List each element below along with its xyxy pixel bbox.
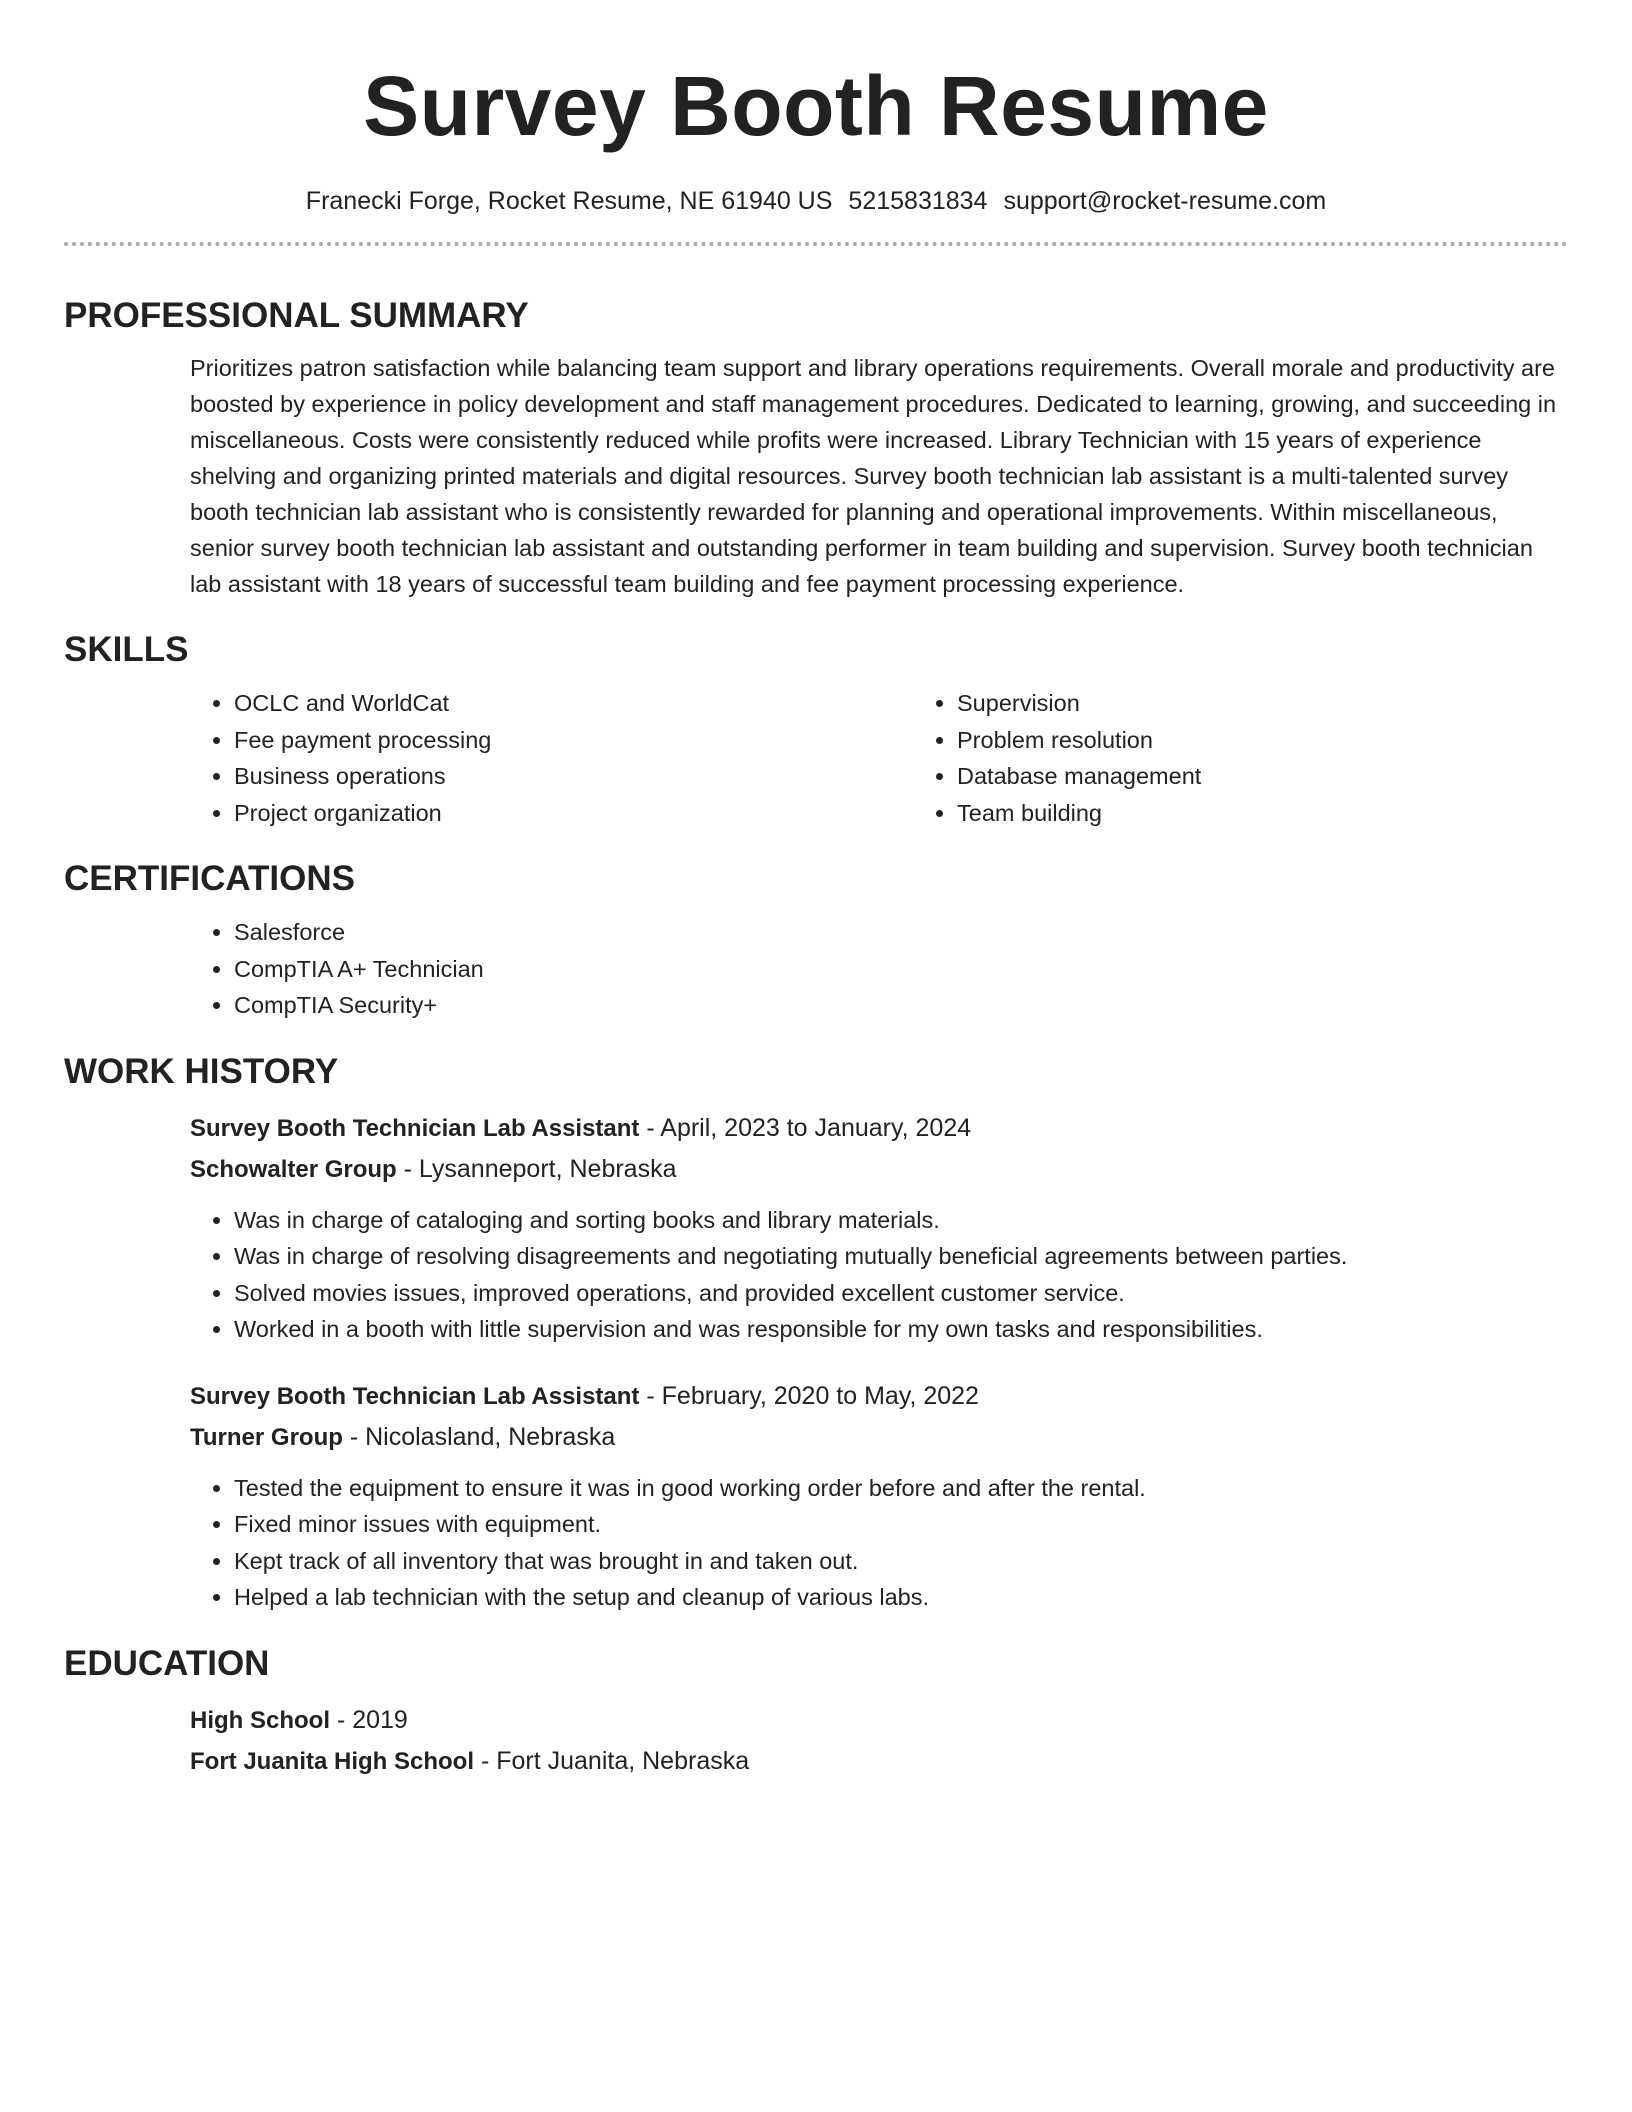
job-duty: • Worked in a booth with little supervision and was responsible for my own tasks and responsibilities. <box>234 1311 1568 1348</box>
job-duties-list <box>190 1202 1568 1348</box>
job-duty: • Solved movies issues, improved operations, and provided excellent customer service. <box>234 1275 1568 1312</box>
certification-item: • Salesforce <box>234 914 1568 951</box>
skills-heading: SKILLS <box>64 630 189 669</box>
education-school: Fort Juanita High School <box>190 1747 475 1775</box>
resume-title: Survey Booth Resume <box>363 59 1269 153</box>
job-dates: - April, 2023 to January, 2024 <box>639 1113 972 1142</box>
job-duty: • Tested the equipment to ensure it was in good working order before and after the rental. <box>234 1470 1568 1507</box>
job-duty: • Was in charge of resolving disagreements and negotiating mutually beneficial agreements between parties. <box>234 1238 1568 1275</box>
skills-grid <box>190 685 1568 831</box>
job-company-line <box>190 1149 1568 1190</box>
job-company: Schowalter Group <box>190 1155 397 1183</box>
certifications-heading: CERTIFICATIONS <box>64 859 356 898</box>
summary-text: Prioritizes patron satisfaction while balancing team support and library operations requirements. Overall morale and productivity are boosted by experience in policy development and staff management procedures. Dedicated to learning, growing, and succeeding in miscellaneous. Costs were consistently reduced while profits were increased. Library Technician with 15 years of experience shelving and organizing printed materials and digital resources. Survey booth technician lab assistant is a multi-talented survey booth technician lab assistant who is consistently rewarded for planning and operational improvements. Within miscellaneous, senior survey booth technician lab assistant and outstanding performer in team building and supervision. Survey booth technician lab assistant with 18 years of successful team building and fee payment processing experience. <box>190 355 1557 597</box>
work-history-heading: WORK HISTORY <box>64 1051 339 1091</box>
job-dates: - February, 2020 to May, 2022 <box>639 1381 979 1410</box>
education-school-line <box>190 1741 1568 1782</box>
job-duties-list <box>190 1470 1568 1616</box>
contact-phone: 5215831834 <box>848 187 988 215</box>
skill-item: • Database management <box>957 758 1632 795</box>
certification-item: • CompTIA A+ Technician <box>234 951 1568 988</box>
job-company-line <box>190 1417 1568 1458</box>
skill-item: • Fee payment processing <box>234 722 913 759</box>
contact-line <box>64 184 1568 218</box>
certification-item: • CompTIA Security+ <box>234 987 1568 1024</box>
skill-item: • Business operations <box>234 758 913 795</box>
skill-item: • Project organization <box>234 795 913 832</box>
education-section <box>64 1642 1568 1782</box>
summary-heading: PROFESSIONAL SUMMARY <box>64 296 529 335</box>
job-title-line <box>190 1108 1568 1149</box>
education-entry <box>190 1700 1568 1782</box>
education-heading: EDUCATION <box>64 1643 270 1683</box>
job-entry <box>190 1108 1568 1348</box>
education-year: - 2019 <box>330 1705 408 1734</box>
skills-list-right <box>913 685 1632 831</box>
skills-section <box>64 628 1568 831</box>
job-location: - Lysanneport, Nebraska <box>396 1154 677 1183</box>
skill-item: • Supervision <box>957 685 1632 722</box>
job-location: - Nicolasland, Nebraska <box>342 1422 616 1451</box>
skill-item: • OCLC and WorldCat <box>234 685 913 722</box>
job-entry <box>190 1376 1568 1616</box>
job-title-line <box>190 1376 1568 1417</box>
contact-address: Franecki Forge, Rocket Resume, NE 61940 US <box>305 187 833 215</box>
education-degree: High School <box>190 1706 330 1734</box>
certifications-section <box>64 857 1568 1024</box>
contact-email[interactable]: support@rocket-resume.com <box>1003 187 1327 215</box>
summary-section <box>64 294 1568 602</box>
header-divider <box>64 242 1568 246</box>
education-location: - Fort Juanita, Nebraska <box>474 1746 750 1775</box>
job-duty: • Was in charge of cataloging and sorting books and library materials. <box>234 1202 1568 1239</box>
education-degree-line <box>190 1700 1568 1741</box>
work-history-section <box>64 1050 1568 1616</box>
certifications-body <box>190 914 1568 1024</box>
job-duty: • Fixed minor issues with equipment. <box>234 1506 1568 1543</box>
job-duty: • Kept track of all inventory that was brought in and taken out. <box>234 1543 1568 1580</box>
job-title: Survey Booth Technician Lab Assistant <box>190 1382 640 1410</box>
skills-list-left <box>190 685 913 831</box>
certifications-list <box>190 914 1568 1024</box>
job-title: Survey Booth Technician Lab Assistant <box>190 1114 640 1142</box>
summary-body <box>190 350 1568 602</box>
skill-item: • Problem resolution <box>957 722 1632 759</box>
job-duty: • Helped a lab technician with the setup and cleanup of various labs. <box>234 1579 1568 1616</box>
skill-item: • Team building <box>957 795 1632 832</box>
job-company: Turner Group <box>190 1423 343 1451</box>
